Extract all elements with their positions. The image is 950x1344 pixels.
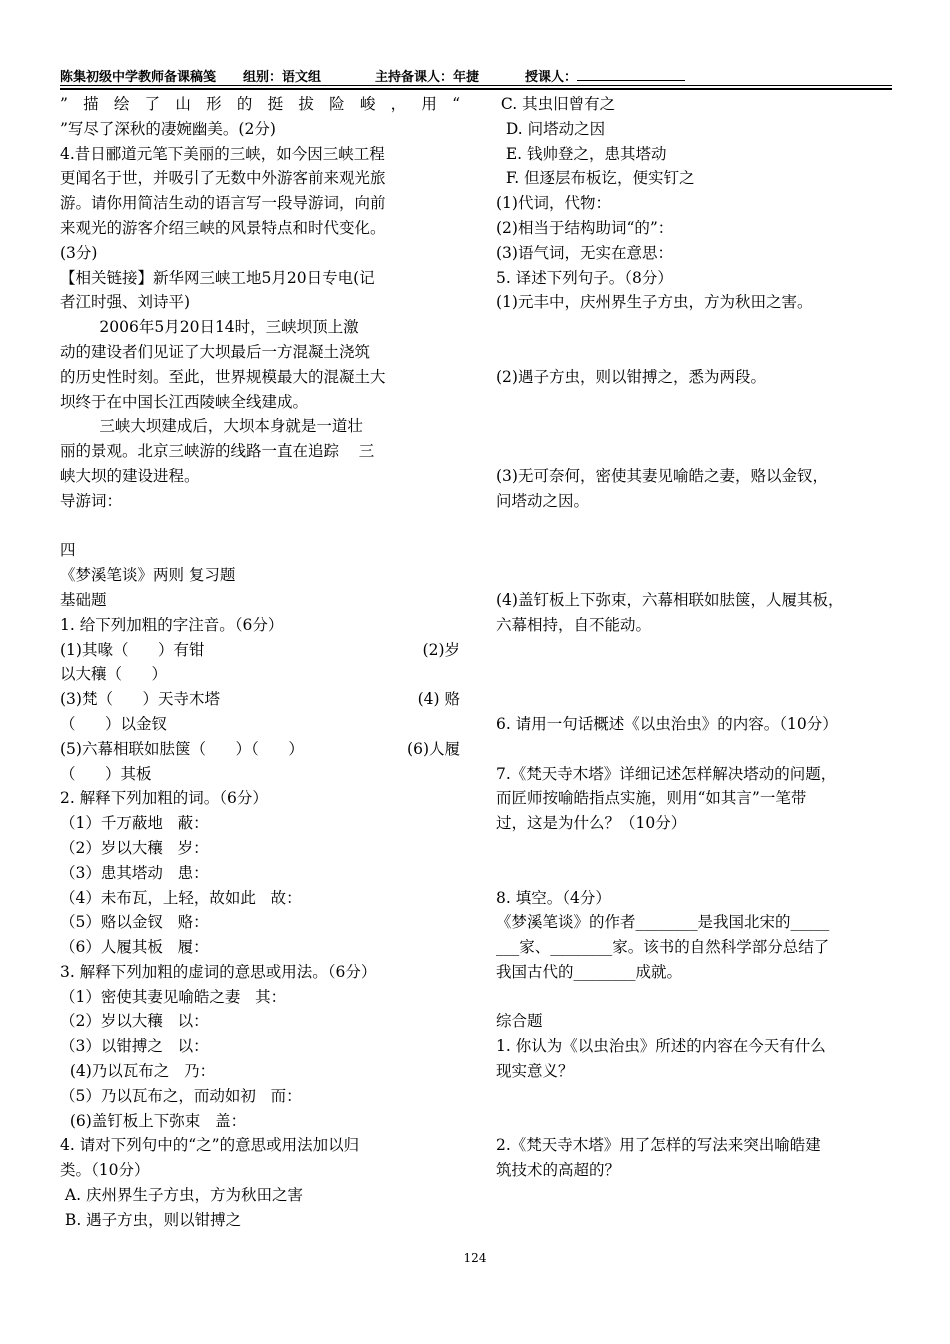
right-column bbox=[496, 92, 902, 1183]
host-label: 主持备课人：年捷 bbox=[375, 70, 480, 85]
text-line: 更闻名于世，并吸引了无数中外游客前来观光旅 bbox=[60, 169, 386, 188]
header-rule-thin bbox=[60, 85, 892, 86]
text-line: 问塔动之因。 bbox=[496, 491, 590, 510]
option-e: E. 钱帅登之，患其塔动 bbox=[496, 144, 667, 163]
option-c: C. 其虫旧曾有之 bbox=[496, 95, 616, 113]
basic-q2: 2. 解释下列加粗的词。（6分） bbox=[60, 789, 268, 808]
text-line: （4）未布瓦，上轻，故如此 故： bbox=[60, 888, 302, 907]
text-line: 《梦溪笔谈》的作者________是我国北宋的_____ bbox=[496, 913, 830, 932]
text-line: 过，这是为什么？（10分） bbox=[496, 814, 687, 833]
related-link: 【相关链接】新华网三峡工地5月20日专电(记 bbox=[60, 268, 375, 287]
answer-space bbox=[496, 861, 902, 886]
category-3: (3)语气词，无实在意思： bbox=[496, 243, 673, 262]
text-line: 筑技术的高超的？ bbox=[496, 1161, 621, 1180]
page-number: 124 bbox=[463, 1251, 487, 1265]
comprehensive-q1: 1. 你认为《以虫治虫》所述的内容在今天有什么 bbox=[496, 1037, 826, 1056]
text-line: 三峡大坝建成后，大坝本身就是一道壮 bbox=[60, 417, 363, 436]
text-line: (1)元丰中，庆州界生子方虫，方为秋田之害。 bbox=[496, 293, 813, 312]
answer-space bbox=[496, 662, 902, 687]
text-line: 动的建设者们见证了大坝最后一方混凝土浇筑 bbox=[60, 342, 371, 361]
text-line: 的历史性时刻。至此，世界规模最大的混凝土大 bbox=[60, 367, 386, 386]
text-line: 而匠师按喻皓指点实施，则用“如其言”一笔带 bbox=[496, 789, 807, 808]
text-line: 丽的景观。北京三峡游的线路一直在追踪 三 bbox=[60, 442, 375, 461]
answer-space bbox=[496, 1109, 902, 1134]
text-line: 坝终于在中国长江西陵峡全线建成。 bbox=[60, 392, 309, 411]
text-line: （ ）其板 bbox=[60, 764, 152, 783]
question-4: 4.昔日郦道元笔下美丽的三峡，如今因三峡工程 bbox=[60, 144, 385, 163]
text-line: (3)梵（ ）天寺木塔 (4) 赂 bbox=[60, 690, 460, 709]
answer-space bbox=[496, 315, 902, 340]
teacher-label: 授课人： bbox=[525, 66, 577, 85]
answer-space bbox=[496, 340, 902, 365]
text-line: ”写尽了深秋的凄婉幽美。(2分) bbox=[60, 119, 276, 138]
question-7: 7.《梵天寺木塔》详细记述怎样解决塔动的问题， bbox=[496, 764, 837, 783]
spacer bbox=[60, 514, 460, 539]
option-f: F. 但逐层布板讫，便实钉之 bbox=[496, 169, 695, 188]
spacer bbox=[496, 985, 902, 1010]
left-column bbox=[60, 92, 460, 1233]
text-line: （2）岁以大穰 岁： bbox=[60, 838, 209, 857]
text-line: 峡大坝的建设进程。 bbox=[60, 466, 200, 485]
text-line: (5)六幕相联如胠箧（ ）（ ） (6)人履 bbox=[60, 739, 460, 758]
text-line: （1）千万蔽地 蔽： bbox=[60, 814, 209, 833]
text-line: （5）赂以金钗 赂： bbox=[60, 913, 209, 932]
question-5: 5. 译述下列句子。（8分） bbox=[496, 268, 673, 287]
answer-space bbox=[496, 514, 902, 539]
header-rule-thick bbox=[60, 88, 892, 90]
category-2: (2)相当于结构助词“的”： bbox=[496, 218, 674, 237]
text-line: (6)盖钉板上下弥束 盖： bbox=[60, 1111, 247, 1130]
text-line: 我国古代的________成就。 bbox=[496, 962, 683, 981]
comprehensive-q2: 2.《梵天寺木塔》用了怎样的写法来突出喻皓建 bbox=[496, 1136, 821, 1155]
text-line: 现实意义？ bbox=[496, 1062, 574, 1081]
answer-space bbox=[496, 439, 902, 464]
option-d: D. 问塔动之因 bbox=[496, 119, 606, 138]
answer-space bbox=[496, 563, 902, 588]
comprehensive-heading: 综合题 bbox=[496, 1012, 543, 1031]
text-line: ”描绘了山形的挺拔险峻，用“ bbox=[60, 95, 460, 113]
guide-label: 导游词： bbox=[60, 491, 123, 510]
teacher-blank bbox=[577, 66, 685, 81]
text-line: （5）乃以瓦布之，而动如初 而： bbox=[60, 1086, 302, 1105]
question-6: 6. 请用一句话概述《以虫治虫》的内容。（10分） bbox=[496, 714, 838, 733]
text-line: (4)盖钉板上下弥束，六幕相联如胠箧，人履其板， bbox=[496, 590, 844, 609]
text-line: 以大穰（ ） bbox=[60, 665, 168, 684]
text-line: （1）密使其妻见喻皓之妻 其： bbox=[60, 987, 287, 1006]
basic-q1: 1. 给下列加粗的字注音。（6分） bbox=[60, 615, 284, 634]
text-line: 六幕相持，自不能动。 bbox=[496, 615, 652, 634]
text-line: (1)其喙（ ）有钳 (2)岁 bbox=[60, 640, 460, 659]
question-8: 8. 填空。（4分） bbox=[496, 888, 611, 907]
text-line: （6）人履其板 履： bbox=[60, 938, 209, 957]
text-line: （2）岁以大穰 以： bbox=[60, 1012, 209, 1031]
basic-heading: 基础题 bbox=[60, 590, 107, 609]
text-line: 类。（10分） bbox=[60, 1161, 150, 1180]
category-1: (1)代词，代物： bbox=[496, 194, 611, 213]
basic-q4: 4. 请对下列句中的“之”的意思或用法加以归 bbox=[60, 1136, 360, 1155]
answer-space bbox=[496, 390, 902, 415]
answer-space bbox=[496, 538, 902, 563]
section-number: 四 bbox=[60, 541, 76, 560]
text-line: 者江时强、刘诗平) bbox=[60, 293, 191, 312]
school-name: 陈集初级中学教师备课稿笺 bbox=[60, 70, 217, 85]
option-b: B. 遇子方虫，则以钳搏之 bbox=[60, 1210, 242, 1229]
text-line: (4)乃以瓦布之 乃： bbox=[60, 1062, 216, 1081]
option-a: A. 庆州界生子方虫，方为秋田之害 bbox=[60, 1186, 303, 1205]
text-line: (2)遇子方虫，则以钳搏之，悉为两段。 bbox=[496, 367, 766, 386]
answer-space bbox=[496, 737, 902, 762]
section-title: 《梦溪笔谈》两则 复习题 bbox=[60, 566, 236, 585]
answer-space bbox=[496, 836, 902, 861]
text-line: （3）患其塔动 患： bbox=[60, 863, 209, 882]
text-line: (3分) bbox=[60, 243, 98, 262]
text-line: 2006年5月20日14时，三峡坝顶上激 bbox=[60, 318, 359, 337]
text-line: (3)无可奈何，密使其妻见喻皓之妻，赂以金钗， bbox=[496, 466, 828, 485]
text-line: 来观光的游客介绍三峡的风景特点和时代变化。 bbox=[60, 218, 386, 237]
text-line: （3）以钳搏之 以： bbox=[60, 1037, 209, 1056]
text-line: 游。请你用简洁生动的语言写一段导游词，向前 bbox=[60, 194, 386, 213]
basic-q3: 3. 解释下列加粗的虚词的意思或用法。（6分） bbox=[60, 962, 377, 981]
group-label: 组别：语文组 bbox=[243, 70, 322, 85]
page-header bbox=[60, 66, 890, 86]
answer-space bbox=[496, 1084, 902, 1109]
text-line: ___家、________家。该书的自然科学部分总结了 bbox=[496, 938, 830, 957]
answer-space bbox=[496, 414, 902, 439]
answer-space bbox=[496, 638, 902, 663]
answer-space bbox=[496, 687, 902, 712]
text-line: （ ）以金钗 bbox=[60, 714, 168, 733]
